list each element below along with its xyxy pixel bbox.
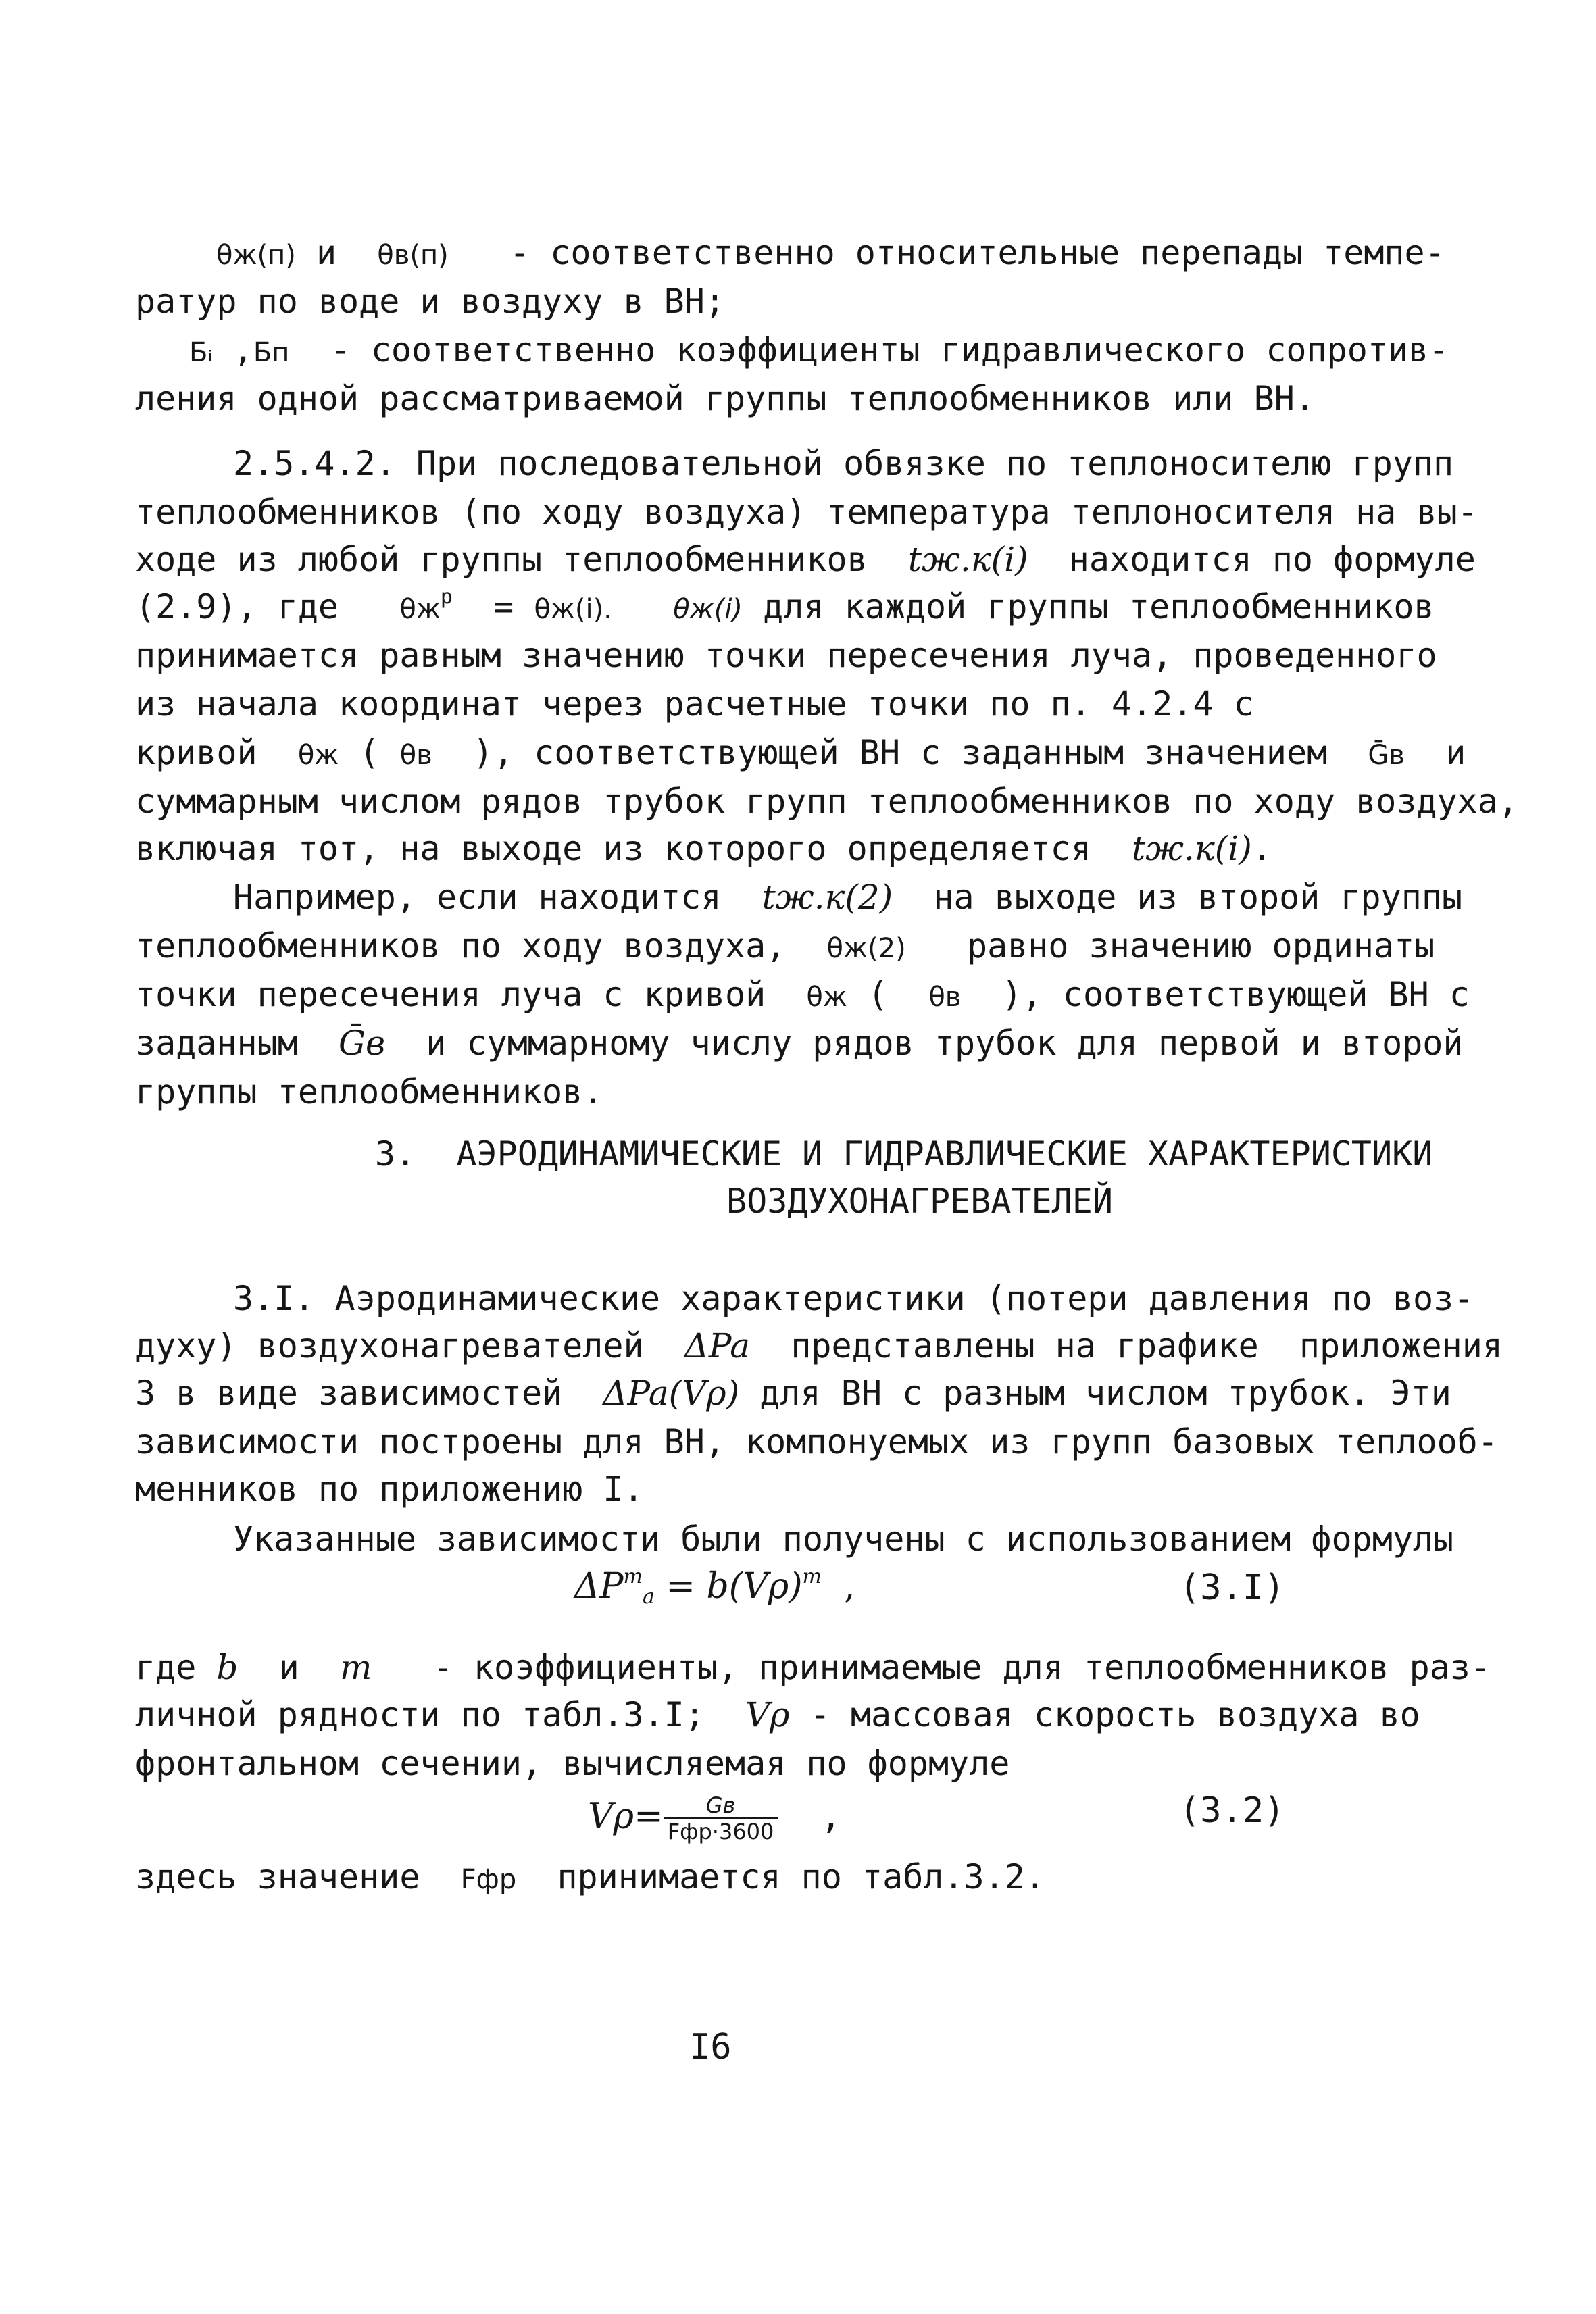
formula-number: (3.2) [1179,1790,1285,1831]
symbol: ΔPa [684,1326,751,1365]
paragraph-first-line: Например, если находится tж.к(2) на выходе из второй группы [233,878,1463,917]
paragraph-first-line: 2.5.4.2. При последовательной обвязке по теплоносителю групп [233,444,1454,483]
text-line: Бᵢ ,Бп - соответственно коэффициенты гидравлического сопротив- [189,330,1449,370]
text-line: личной рядности по табл.3.I; Vρ - массовая скорость воздуха во [135,1695,1420,1734]
text-line: ратур по воде и воздуху в ВН; [135,282,725,321]
symbol: Ḡв [1368,740,1405,771]
text-line: кривой θж ( θв ), соответствующей ВН с заданным значением Ḡв и [135,733,1466,772]
text-line: фронтальном сечении, вычисляемая по формуле [135,1744,1010,1783]
text-line: 3 в виде зависимостей ΔPa(Vρ) для ВН с разным числом трубок. Эти [135,1374,1451,1413]
symbol: b [216,1648,239,1687]
symbol: θж(п) [216,240,296,271]
symbol: θж(i). [534,594,612,625]
symbol: Бᵢ [189,337,213,368]
text-line: (2.9), где $\theta ж^р = \theta ж(i)$. θж(i) для каждой группы теплообменников [135,585,1435,626]
text-line: заданным Ḡв и суммарному числу рядов трубок для первой и второй [135,1024,1464,1063]
symbol: θж [399,594,441,625]
symbol: tж.к(i) [907,540,1028,579]
symbol: m [339,1648,372,1687]
fraction: $\frac{Gв}{\text{Fфр·3600}}$ [664,1793,778,1844]
text-line: здесь значение Fфр принимается по табл.3.2. [135,1857,1045,1896]
text-line: из начала координат через расчетные точки по п. 4.2.4 с [135,684,1254,724]
paragraph-first-line: Указанные зависимости были получены с использованием формулы [233,1519,1454,1559]
symbol: tж.к(2) [762,878,893,917]
symbol: Vρ [745,1695,790,1734]
symbol: tж.к(i) [1132,829,1252,868]
symbol: θж(2) [826,933,906,964]
formula-number: (3.I) [1179,1567,1285,1608]
symbol: θв [399,740,432,771]
text-line: где b и m - коэффициенты, принимаемые для теплообменников раз- [135,1648,1491,1687]
text-line: духу) воздухонагревателей ΔPa представлены на графике приложения [135,1326,1503,1365]
symbol: θж [297,740,339,771]
symbol: Fфр [460,1864,517,1895]
symbol: Бп [253,337,290,368]
text-line: группы теплообменников. [135,1072,603,1111]
text-line: ления одной рассматриваемой группы теплообменников или ВН. [135,379,1315,418]
symbol: θв(п) [377,240,449,271]
text-line: суммарным числом рядов трубок групп теплообменников по ходу воздуха, [135,782,1518,821]
text-line: теплообменников (по ходу воздуха) температура теплоносителя на вы- [135,493,1478,532]
text-line: менников по приложению I. [135,1469,644,1509]
text-line: включая тот, на выходе из которого определяется tж.к(i). [135,829,1272,868]
symbol: θж [806,982,847,1013]
formula-3-1: $\Delta P^т_a = b(V\rho)^m$ , [574,1565,855,1609]
text-line: зависимости построены для ВН, компонуемых из групп базовых теплооб- [135,1422,1498,1461]
text-line: ходе из любой группы теплообменников tж.к(i) находится по формуле [135,540,1476,579]
symbol: θв [928,982,962,1013]
text-line: точки пересечения луча с кривой θж ( θв ), соответствующей ВН с [135,975,1470,1014]
formula-3-2: Vρ= $\frac{Gв}{\text{Fфр·3600}}$ , [588,1792,842,1844]
symbol: Ḡв [339,1024,386,1063]
section-heading-continued: ВОЗДУХОНАГРЕВАТЕЛЕЙ [726,1182,1113,1221]
paragraph-first-line: 3.I. Аэродинамические характеристики (потери давления по воз- [233,1279,1474,1318]
page-number: I6 [689,2027,732,2067]
text-line: θж(п) и θв(п) - соответственно относительные перепады темпе- [216,233,1445,272]
text-line: теплообменников по ходу воздуха, θж(2) равно значению ординаты [135,926,1435,965]
text-line: принимается равным значению точки пересечения луча, проведенного [135,636,1437,675]
symbol: θж(i) [673,594,743,625]
section-heading: 3. АЭРОДИНАМИЧЕСКИЕ И ГИДРАВЛИЧЕСКИЕ ХАРАКТЕРИСТИКИ [375,1134,1433,1174]
symbol: ΔPa(Vρ) [603,1374,740,1413]
